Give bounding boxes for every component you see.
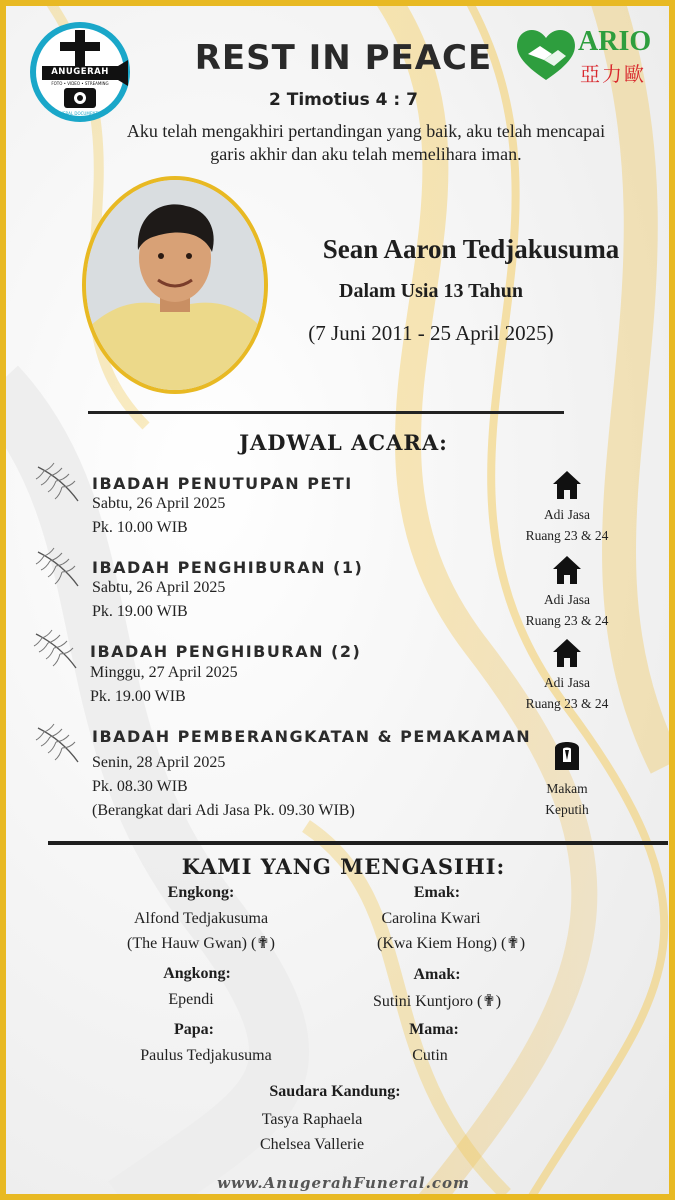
anugerah-logo-tagline: FOTO • VIDEO • STREAMING: [51, 81, 109, 86]
sibling-name: Tasya Raphaela: [261, 1111, 363, 1128]
location-line1: Adi Jasa: [543, 675, 591, 690]
event-title: IBADAH PENUTUPAN PETI: [92, 474, 353, 493]
divider: [48, 841, 668, 845]
event-time: Pk. 08.30 WIB: [92, 778, 188, 795]
deceased-age: Dalam Usia 13 Tahun: [339, 280, 523, 302]
portrait-photo: [82, 176, 268, 394]
amak-name: Sutini Kuntjoro (✟): [372, 993, 502, 1010]
mama-label: Mama:: [409, 1021, 459, 1038]
event-title: IBADAH PEMBERANGKATAN & PEMAKAMAN: [92, 727, 532, 746]
leaf-icon: [34, 546, 82, 590]
papa-name: Paulus Tedjakusuma: [140, 1047, 272, 1064]
deceased-name: Sean Aaron Tedjakusuma: [322, 234, 620, 264]
scripture-reference: 2 Timotius 4 : 7: [269, 90, 418, 110]
divider: [88, 411, 564, 414]
event-location: [512, 589, 622, 631]
sibling-name: Chelsea Vallerie: [259, 1136, 365, 1153]
event-time: Pk. 19.00 WIB: [90, 688, 186, 705]
family-heading: KAMI YANG MENGASIHI:: [181, 854, 506, 879]
event-location: [512, 504, 622, 546]
event-time: Pk. 10.00 WIB: [92, 519, 188, 536]
event-title: IBADAH PENGHIBURAN (1): [92, 558, 364, 577]
page-title: REST IN PEACE: [194, 38, 493, 78]
tombstone-icon: [552, 736, 582, 772]
anugerah-logo-name: ANUGERAH: [51, 67, 109, 77]
location-line1: Makam: [546, 781, 588, 796]
event-date: Minggu, 27 April 2025: [90, 664, 238, 681]
location-line2: Ruang 23 & 24: [525, 528, 609, 543]
location-line2: Keputih: [545, 802, 589, 817]
leaf-icon: [34, 461, 82, 505]
location-line1: Adi Jasa: [543, 507, 591, 522]
house-icon: [550, 468, 584, 502]
event-note: (Berangkat dari Adi Jasa Pk. 09.30 WIB): [92, 802, 355, 819]
event-title: IBADAH PENGHIBURAN (2): [90, 642, 362, 661]
emak-name: Carolina Kwari: [381, 910, 481, 927]
event-date: Senin, 28 April 2025: [92, 754, 226, 771]
angkong-name: Ependi: [168, 991, 214, 1008]
papa-label: Papa:: [174, 1021, 214, 1038]
siblings-label: Saudara Kandung:: [269, 1083, 401, 1100]
anugerah-logo-ring-text: FUNERAL DOCUMENTARY: [54, 111, 106, 116]
ario-logo-chinese: 亞力歐: [580, 62, 646, 86]
leaf-icon: [34, 722, 82, 766]
location-line2: Ruang 23 & 24: [525, 613, 609, 628]
event-date: Sabtu, 26 April 2025: [92, 495, 226, 512]
emak-label: Emak:: [413, 884, 461, 901]
engkong-name: Alfond Tedjakusuma: [133, 910, 269, 927]
amak-label: Amak:: [413, 966, 461, 983]
house-icon: [550, 553, 584, 587]
event-date: Sabtu, 26 April 2025: [92, 579, 226, 596]
schedule-heading: JADWAL ACARA:: [239, 430, 448, 455]
scripture-verse: Aku telah mengakhiri pertandingan yang baik, aku telah mencapai garis akhir dan aku telah memelihara iman.: [126, 121, 606, 164]
angkong-label: Angkong:: [163, 965, 231, 982]
mama-name: Cutin: [412, 1047, 448, 1064]
event-location: [512, 778, 622, 820]
website-link[interactable]: www.AnugerahFuneral.com: [217, 1174, 470, 1192]
location-line1: Adi Jasa: [543, 592, 591, 607]
event-time: Pk. 19.00 WIB: [92, 603, 188, 620]
house-icon: [550, 636, 584, 670]
event-location: [512, 672, 622, 714]
location-line2: Ruang 23 & 24: [525, 696, 609, 711]
ario-logo-name: ARIO: [578, 26, 652, 57]
leaf-icon: [32, 628, 80, 672]
engkong-label: Engkong:: [167, 884, 235, 901]
deceased-dates: (7 Juni 2011 - 25 April 2025): [308, 321, 554, 345]
emak-alias: (Kwa Kiem Hong) (✟): [376, 935, 526, 952]
engkong-alias: (The Hauw Gwan) (✟): [126, 935, 275, 952]
